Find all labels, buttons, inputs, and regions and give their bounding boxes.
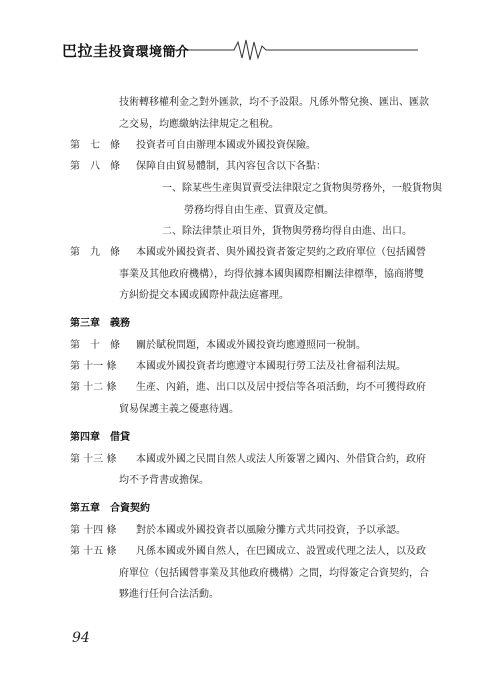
article-number: 第 七 條 xyxy=(70,140,120,151)
article-number: 第 十二 條 xyxy=(70,382,117,393)
list-item: 勞務均得自由生產、買賣及定價。 xyxy=(184,205,334,216)
article-number: 第 八 條 xyxy=(70,161,120,172)
article-text: 均不予背書或擔保。 xyxy=(119,475,209,486)
article-text: 對於本國或外國投資者以風險分攤方式共同投資，予以承認。 xyxy=(136,525,406,536)
article-number: 第 十五 條 xyxy=(70,546,117,557)
chapter-heading: 第五章 合資契約 xyxy=(70,503,150,514)
chapter-heading: 第三章 義務 xyxy=(70,318,130,329)
article-text: 保障自由貿易體制，其內容包含以下各點： xyxy=(136,161,326,172)
article-text: 方糾紛提交本國或國際仲裁法庭審理。 xyxy=(119,290,289,301)
article-text: 本國或外國之民間自然人或法人所簽署之國內、外借貸合約，政府 xyxy=(136,454,426,465)
article-text: 夥進行任何合法活動。 xyxy=(119,589,219,600)
article-number: 第 十 條 xyxy=(70,340,120,351)
article-text: 生產、內銷，進、出口以及居中授信等各項活動，均不可獲得政府 xyxy=(136,382,426,393)
article-number: 第 十三 條 xyxy=(70,454,117,465)
header-title-main: 巴拉圭 xyxy=(62,42,109,60)
article-number: 第 十一 條 xyxy=(70,361,117,372)
continuation-line: 技術轉移權利金之對外匯款，均不予設限。凡係外幣兌換、匯出、匯款 xyxy=(119,97,429,108)
article-number: 第 十四 條 xyxy=(70,525,117,536)
article-number: 第 九 條 xyxy=(70,247,120,258)
list-item: 一、除某些生產與買賣受法律限定之貨物與勞務外，一般貨物與 xyxy=(162,183,442,194)
article-text: 投資者可自由辦理本國或外國投資保險。 xyxy=(136,140,316,151)
page-number: 94 xyxy=(72,630,90,646)
chapter-heading: 第四章 借貸 xyxy=(70,432,130,443)
article-text: 本國或外國投資者均應遵守本國現行勞工法及社會福利法規。 xyxy=(136,361,406,372)
article-text: 本國或外國投資者、與外國投資者簽定契約之政府單位（包括國營 xyxy=(136,247,426,258)
article-text: 凡係本國或外國自然人，在巴國成立、設置或代理之法人，以及政 xyxy=(136,546,426,557)
list-item: 二、除法律禁止項目外，貨物與勞務均得自由進、出口。 xyxy=(162,226,412,237)
article-text: 關於賦稅問題，本國或外國投資均應遵照同一稅制。 xyxy=(136,340,366,351)
article-text: 府單位（包括國營事業及其他政府機構）之間，均得簽定合資契約，合 xyxy=(119,568,429,579)
article-text: 貿易保護主義之優惠待遇。 xyxy=(119,404,239,415)
article-text: 事業及其他政府機構），均得依據本國與國際相關法律標準，協商將雙 xyxy=(119,269,424,280)
header-title-sub: 投資環境簡介 xyxy=(108,45,190,60)
continuation-line: 之交易，均應繳納法律規定之租稅。 xyxy=(119,119,279,130)
